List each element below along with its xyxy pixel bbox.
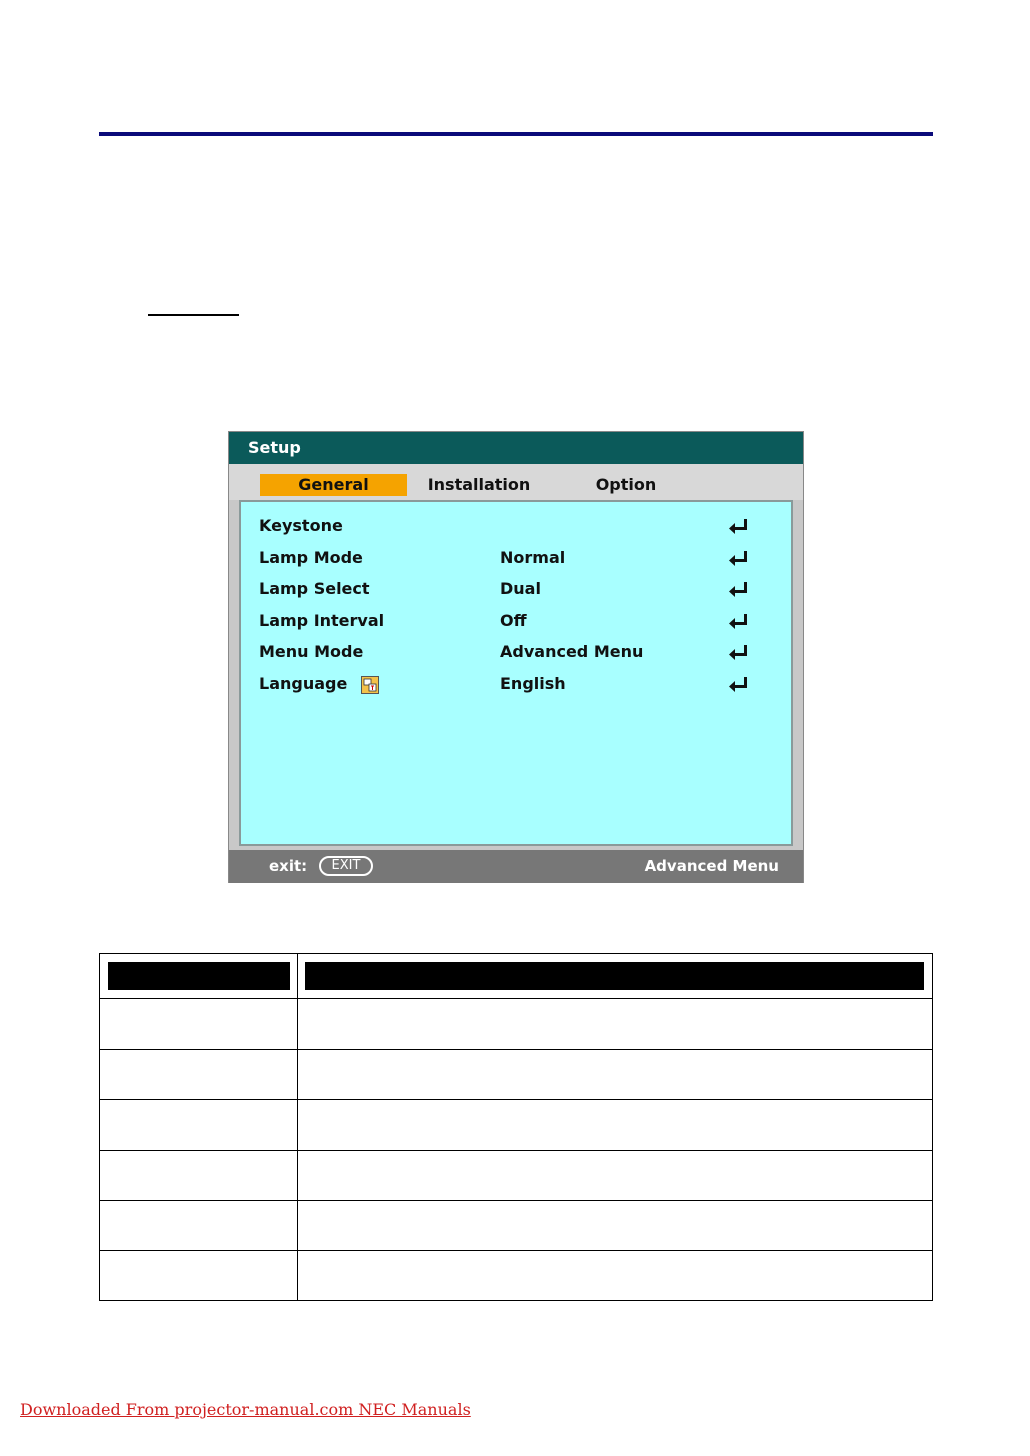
- menu-item-keystone[interactable]: [241, 512, 791, 540]
- row-divider: [100, 1099, 932, 1100]
- tab-bar: [229, 464, 803, 500]
- menu-item-value: Off: [500, 611, 527, 630]
- enter-icon: [727, 613, 749, 631]
- download-source-link[interactable]: Downloaded From projector-manual.com NEC Manuals: [20, 1400, 471, 1419]
- setup-osd-window: [228, 431, 804, 883]
- osd-title-bar: [229, 432, 803, 464]
- row-divider: [100, 1200, 932, 1201]
- column-divider: [297, 954, 298, 1300]
- menu-item-label: Keystone: [259, 516, 343, 535]
- menu-item-label: Menu Mode: [259, 642, 364, 661]
- description-table: [99, 953, 933, 1301]
- tab-option[interactable]: Option: [595, 475, 657, 494]
- osd-footer-bar: [229, 850, 803, 883]
- enter-icon: [727, 644, 749, 662]
- table-header-item: [108, 962, 290, 990]
- menu-item-value: English: [500, 674, 566, 693]
- row-divider: [100, 998, 932, 999]
- table-header-description: [305, 962, 924, 990]
- row-divider: [100, 1049, 932, 1050]
- menu-item-lamp-mode[interactable]: [241, 544, 791, 572]
- menu-item-menu-mode[interactable]: [241, 638, 791, 666]
- menu-item-value: Normal: [500, 548, 566, 567]
- section-underline: [148, 314, 239, 316]
- enter-icon: [727, 518, 749, 536]
- tab-installation[interactable]: Installation: [427, 475, 531, 494]
- exit-button[interactable]: EXIT: [319, 856, 373, 876]
- enter-icon: [727, 676, 749, 694]
- row-divider: [100, 1250, 932, 1251]
- exit-label: exit:: [269, 857, 308, 875]
- menu-item-label: Lamp Interval: [259, 611, 385, 630]
- enter-icon: [727, 550, 749, 568]
- menu-item-lamp-select[interactable]: [241, 575, 791, 603]
- menu-item-language[interactable]: [241, 670, 791, 698]
- row-divider: [100, 1150, 932, 1151]
- menu-item-label: Lamp Mode: [259, 548, 363, 567]
- enter-icon: [727, 581, 749, 599]
- menu-item-value: Dual: [500, 579, 541, 598]
- top-divider: [99, 132, 933, 136]
- menu-mode-indicator: Advanced Menu: [644, 857, 779, 875]
- settings-panel: [239, 500, 793, 846]
- menu-item-label: Language: [259, 674, 348, 693]
- osd-title: Setup: [248, 438, 301, 457]
- menu-item-value: Advanced Menu: [500, 642, 644, 661]
- menu-item-lamp-interval[interactable]: [241, 607, 791, 635]
- tab-general[interactable]: General: [260, 474, 407, 496]
- language-icon: [361, 676, 379, 694]
- menu-item-label: Lamp Select: [259, 579, 370, 598]
